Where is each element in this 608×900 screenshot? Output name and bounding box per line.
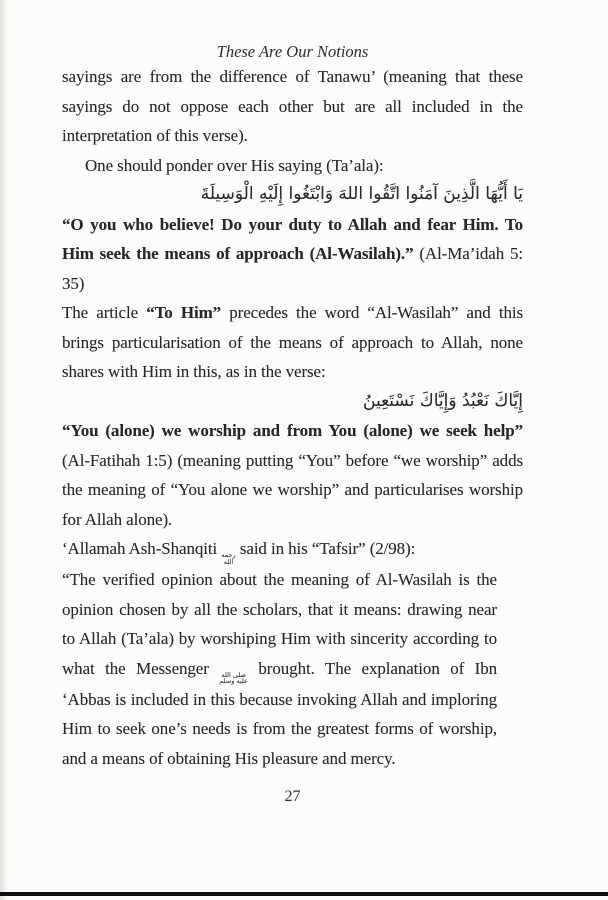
- tafsir-blockquote-post: brought. The explanation of Ibn ‘Abbas is included in this because invoking Allah and imploring Him to seek one’s needs is from the greatest forms of worship, and a means of obtaining His pleasure and mercy.: [62, 658, 498, 768]
- paragraph-article-bold: “To Him”: [146, 303, 222, 322]
- tafsir-blockquote: [62, 565, 497, 773]
- quote-citation: (Al-Ma’idah 5: 35): [62, 244, 524, 293]
- translation-quote-al-fatihah: [62, 416, 523, 534]
- sallallahu-alayhi-wasallam-honorific-icon: [219, 672, 248, 685]
- quote-text: “O you who believe! Do your duty to Allah and fear Him. To Him seek the means of approach (Al-Wasilah).”: [62, 214, 523, 263]
- paragraph-shanqiti: [62, 534, 523, 565]
- tafsir-blockquote-pre: “The verified opinion about the meaning of Al-Wasilah is the opinion chosen by all the scholars, that it means: drawing near to Allah (Ta’ala) by worshiping Him with sincerity according to what the Messenger: [62, 570, 497, 678]
- paragraph-article: [62, 298, 523, 387]
- honorific-line: الله: [223, 557, 234, 566]
- rahimahullah-honorific-icon: [221, 552, 235, 565]
- paragraph-shanqiti-pre: ‘Allamah Ash-Shanqiti: [62, 539, 222, 558]
- running-title: These Are Our Notions: [216, 42, 369, 61]
- paragraph-ponder: One should ponder over His saying (Ta’ala):: [85, 155, 384, 175]
- translation-quote-al-maidah: [62, 210, 523, 299]
- paragraph-shanqiti-post: said in his “Tafsir” (2/98):: [235, 539, 416, 558]
- paragraph-continuation: sayings are from the difference of Tanawu’ (meaning that these sayings do not oppose each other but are all included in the interpretation of this verse).: [62, 67, 523, 145]
- arabic-verse-al-maidah: يَا أَيُّهَا الَّذِينَ آمَنُوا اتَّقُوا اللهَ وَابْتَغُوا إِلَيْهِ الْوَسِيلَةَ: [200, 184, 523, 204]
- quote-text: “You (alone) we worship and from You (alone) we seek help”: [62, 421, 523, 440]
- scan-edge-shadow: [0, 0, 8, 900]
- page-number: 27: [284, 788, 301, 805]
- paragraph-article-post: precedes the word “Al-Wasilah” and this brings particularisation of the means of approach to Allah, none shares with Him in this, as in the verse:: [62, 303, 523, 381]
- paragraph-article-pre: The article: [62, 303, 147, 322]
- scanner-artifact-bar: [0, 892, 608, 896]
- quote-explanation: (Al-Fatihah 1:5) (meaning putting “You” before “we worship” adds the meaning of “You alone we worship” and particularises worship for Allah alone).: [62, 450, 523, 529]
- honorific-line: عليه وسلم: [219, 677, 248, 685]
- honorific-line: رحمه: [221, 551, 236, 559]
- arabic-verse-al-fatihah: إِيَّاكَ نَعْبُدُ وَإِيَّاكَ نَسْتَعِينُ: [363, 390, 523, 411]
- honorific-line: صلى الله: [221, 670, 246, 679]
- page-body: [62, 62, 523, 773]
